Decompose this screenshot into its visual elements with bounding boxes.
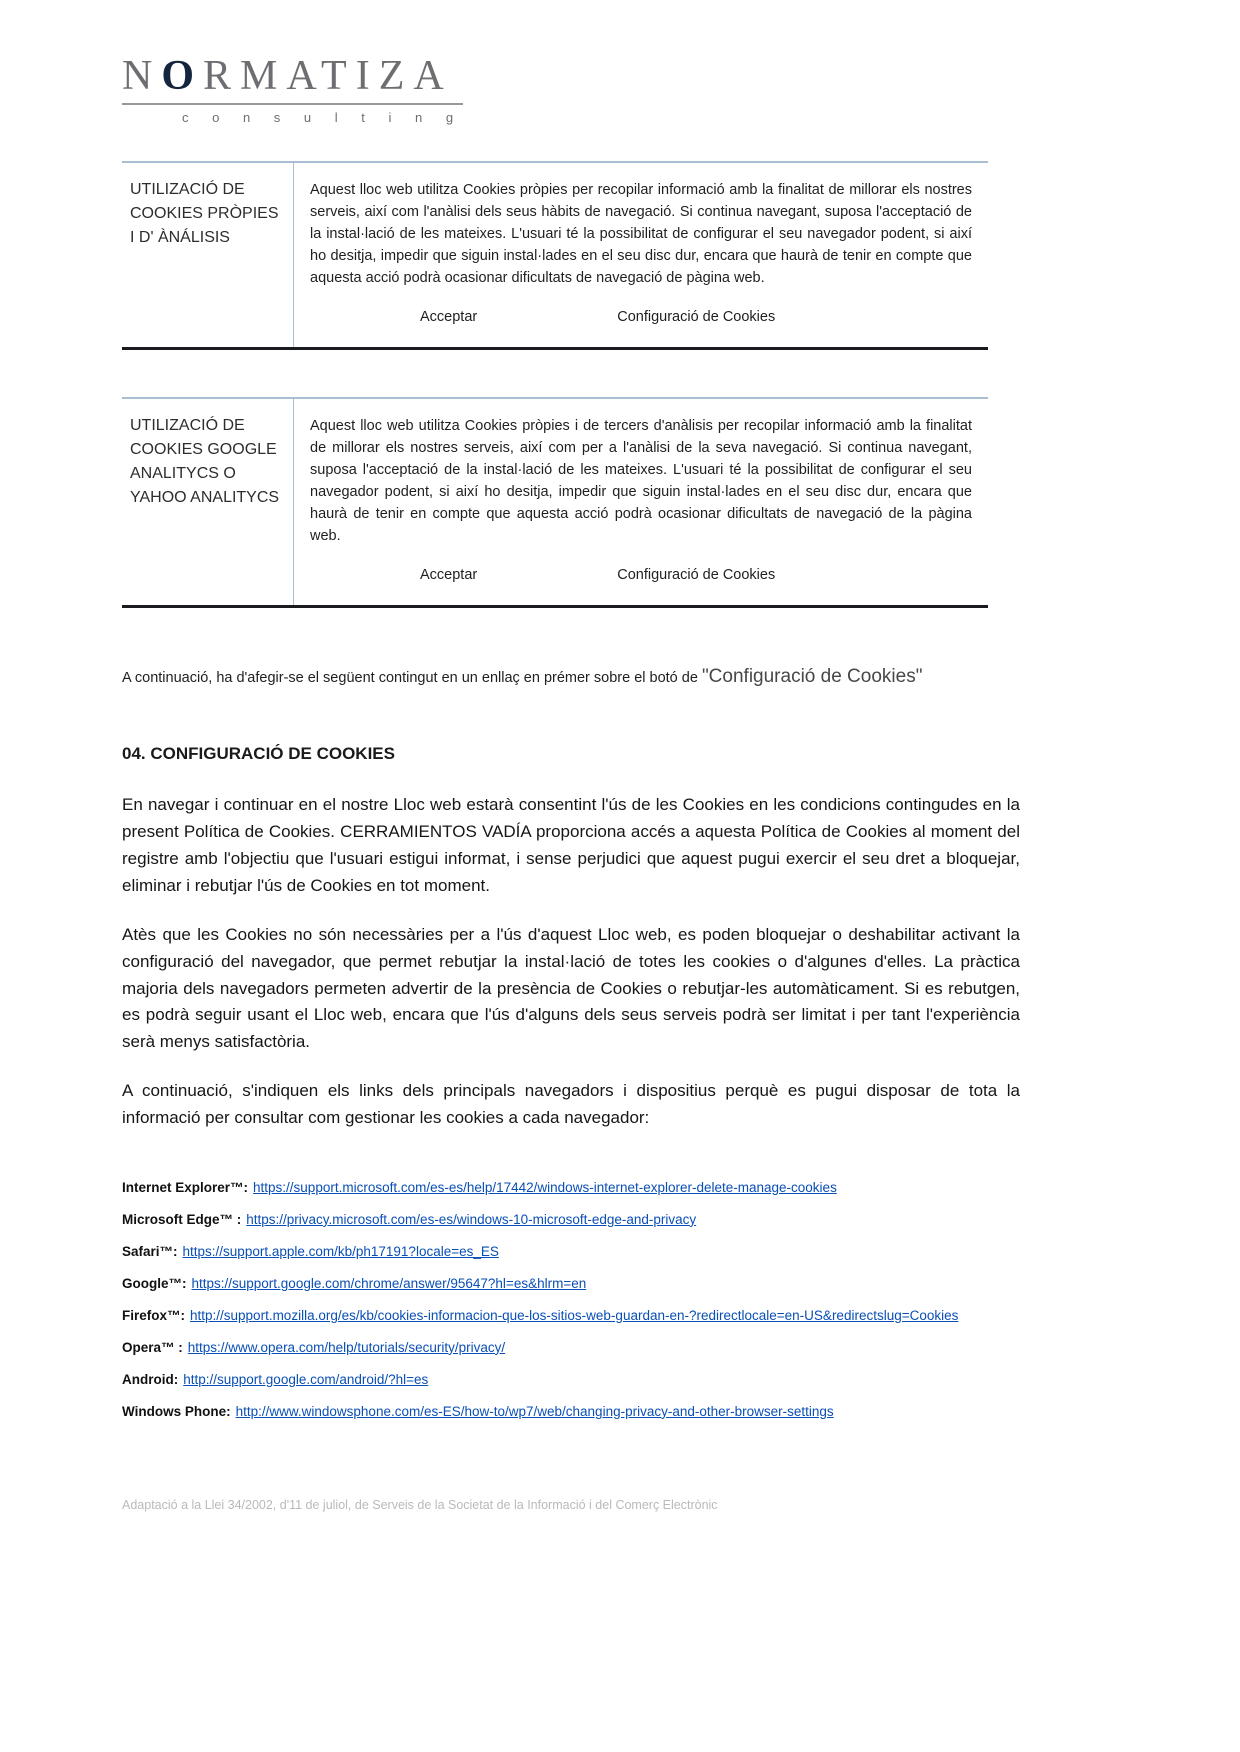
normatiza-logo <box>122 52 463 125</box>
policy-paragraph: A continuació, s'indiquen els links dels principals navegadors i dispositius perquè es pugui disposar de tota la informació per consultar com gestionar les cookies a cada navegador: <box>122 1081 1020 1127</box>
section-heading: 04. CONFIGURACIÓ DE COOKIES <box>122 744 395 764</box>
browser-label-android: Android: <box>122 1371 179 1387</box>
browser-link-safari[interactable]: https://support.apple.com/kb/ph17191?locale=es_ES <box>182 1243 499 1259</box>
policy-paragraph: En navegar i continuar en el nostre Lloc web estarà consentint l'ús de les Cookies en les condicions contingudes en la present Política de Cookies. CERRAMIENTOS VADÍA proporciona accés a aquesta Política de Cookies al moment del registre amb l'objectiu que l'usuari estigui informat, i sense perjudici que aquest pugui exercir el seu dret a bloquejar, eliminar i rebutjar l'ús de Cookies en tot moment. <box>122 795 1020 895</box>
cookie-config-button[interactable]: Configuració de Cookies <box>617 309 776 326</box>
browser-label-windows-phone: Windows Phone: <box>122 1403 231 1419</box>
browser-link-row <box>122 1340 1120 1355</box>
table-body-cell <box>294 163 988 347</box>
instruction-note <box>122 666 1120 688</box>
browser-label-microsoft-edge: Microsoft Edge™ : <box>122 1211 242 1227</box>
cookie-config-button[interactable]: Configuració de Cookies <box>617 567 776 584</box>
browser-label-opera: Opera™ : <box>122 1339 183 1355</box>
browser-link-row <box>122 1212 1120 1227</box>
logo-letter-n: N <box>122 53 162 99</box>
logo-subtitle: c o n s u l t i n g <box>182 110 464 125</box>
legal-footer: Adaptació a la Llei 34/2002, d'11 de juliol, de Serveis de la Societat de la Informació i del Comerç Electrònic <box>122 1498 718 1512</box>
browser-label-internet-explorer: Internet Explorer™: <box>122 1179 249 1195</box>
browser-link-row <box>122 1372 1120 1387</box>
table-body-cell <box>294 399 988 605</box>
cookie-button-row <box>310 309 972 325</box>
browser-link-internet-explorer[interactable]: https://support.microsoft.com/es-es/help/17442/windows-internet-explorer-delete-manage-cookies <box>253 1179 837 1195</box>
browser-label-firefox: Firefox™: <box>122 1307 186 1323</box>
accept-button[interactable]: Acceptar <box>420 567 478 584</box>
instruction-note-text: A continuació, ha d'afegir-se el següent contingut en un enllaç en prémer sobre el botó de <box>122 670 702 687</box>
table-header-cell: UTILIZACIÓ DE COOKIES GOOGLE ANALITYCS O YAHOO ANALITYCS <box>122 399 294 605</box>
cookie-notice-text: Aquest lloc web utilitza Cookies pròpies per recopilar informació amb la finalitat de millorar els nostres serveis, així com l'anàlisi dels seus hàbits de navegació. Si continua navegant, suposa l'acceptació de la instal·lació de les mateixes. L'usuari té la possibilitat de configurar el seu navegador podent, si així ho desitja, impedir que siguin instal·lades en el seu disc dur, encara que haurà de tenir en compte que aquesta acció podrà ocasionar dificultats de navegació de pàgina web. <box>310 182 972 287</box>
policy-paragraph: Atès que les Cookies no són necessàries per a l'ús d'aquest Lloc web, es poden bloquejar o deshabilitar activant la configuració del navegador, que permet rebutjar la instal·lació de totes les cookies o d'algunes d'elles. La pràctica majoria dels navegadors permeten advertir de la presència de Cookies o rebutjar-les automàticament. Si es rebutgen, es podrà seguir usant el Lloc web, encara que l'ús d'alguns dels seus serveis podrà ser limitat i per tant l'experiència serà menys satisfactòria. <box>122 924 1020 1052</box>
browser-link-microsoft-edge[interactable]: https://privacy.microsoft.com/es-es/windows-10-microsoft-edge-and-privacy <box>246 1211 697 1227</box>
config-cookies-quote: "Configuració de Cookies" <box>701 666 923 688</box>
accept-button[interactable]: Acceptar <box>420 309 478 326</box>
logo-o-mark: O <box>161 53 204 99</box>
browser-link-row <box>122 1180 1120 1195</box>
cookie-notice-text: Aquest lloc web utilitza Cookies pròpies i de tercers d'anàlisis per recopilar informació amb la finalitat de millorar els nostres serveis, així com per a l'anàlisi de la seva navegació. Si continua navegant, suposa l'acceptació de la instal·lació de les mateixes. L'usuari té la possibilitat de configurar el seu navegador podent, si així ho desitja, impedir que siguin instal·lades en el seu disc dur, encara que haurà de tenir en compte que aquesta acció podrà ocasionar dificultats de navegació de la pàgina web. <box>310 418 972 545</box>
cookie-consent-table-analytics <box>122 397 988 608</box>
cookie-consent-table-propies <box>122 161 988 350</box>
browser-link-row <box>122 1308 1120 1323</box>
browser-link-opera[interactable]: https://www.opera.com/help/tutorials/security/privacy/ <box>187 1339 506 1355</box>
browser-link-row <box>122 1244 1120 1259</box>
browser-label-google: Google™: <box>122 1275 187 1291</box>
browser-links-list <box>122 1180 1120 1419</box>
browser-link-google[interactable]: https://support.google.com/chrome/answer/95647?hl=es&hlrm=en <box>191 1275 587 1291</box>
browser-link-android[interactable]: http://support.google.com/android/?hl=es <box>183 1371 429 1387</box>
browser-link-row <box>122 1276 1120 1291</box>
browser-link-row <box>122 1404 1120 1419</box>
logo-letters-rest: RMATIZA <box>203 53 453 99</box>
table-header-cell: UTILIZACIÓ DE COOKIES PRÒPIES I D' ÀNÁLISIS <box>122 163 294 347</box>
cookie-button-row <box>310 567 972 583</box>
browser-link-firefox[interactable]: http://support.mozilla.org/es/kb/cookies-informacion-que-los-sitios-web-guardan-en-?redirectlocale=en-US&redirectslug=Cookies <box>190 1307 959 1323</box>
browser-label-safari: Safari™: <box>122 1243 178 1259</box>
logo-wordmark <box>122 52 463 105</box>
browser-link-windows-phone[interactable]: http://www.windowsphone.com/es-ES/how-to/wp7/web/changing-privacy-and-other-browser-settings <box>235 1403 834 1419</box>
